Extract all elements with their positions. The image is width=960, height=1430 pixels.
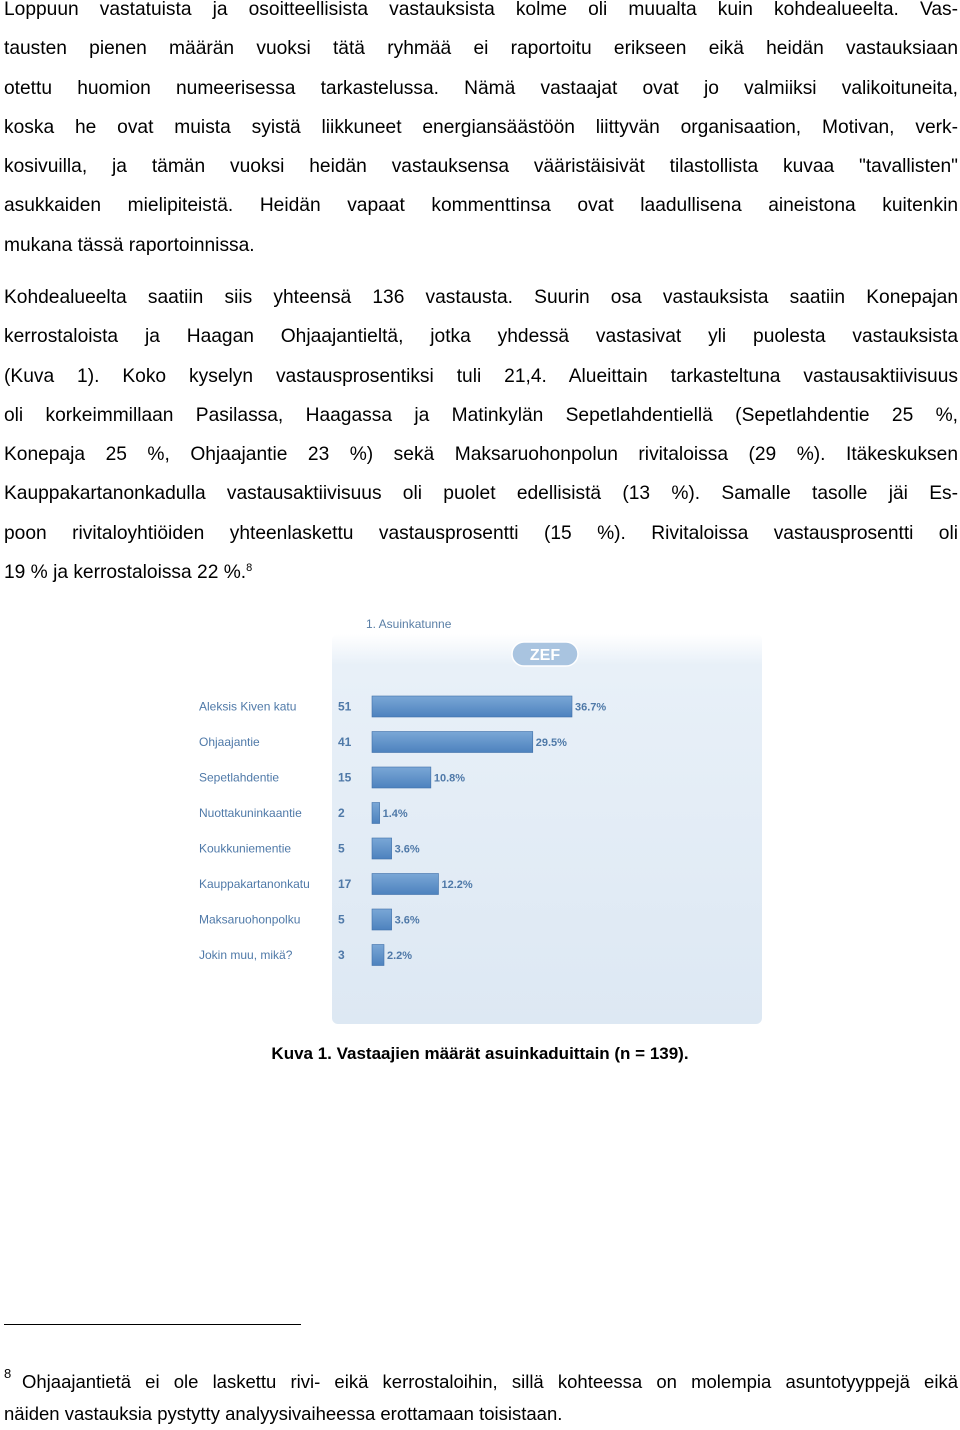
category-label: Kauppakartanonkatu bbox=[199, 877, 310, 891]
footnote-line: Ohjaajantietä ei ole laskettu rivi- eikä kerrostaloihin, sillä kohteessa on molempia asuntotyyppejä eikä bbox=[22, 1371, 958, 1392]
percent-label: 3.6% bbox=[394, 914, 420, 927]
category-label: Koukkuniementie bbox=[199, 841, 292, 856]
last-line-text: 19 % ja kerrostaloissa 22 %. bbox=[4, 562, 247, 584]
chart-panel bbox=[332, 634, 762, 1024]
percent-label: 1.4% bbox=[382, 808, 408, 820]
percent-label: 2.2% bbox=[386, 950, 413, 962]
count-label: 17 bbox=[338, 877, 352, 891]
count-label: 51 bbox=[338, 699, 352, 714]
text-line bbox=[4, 553, 958, 592]
figure-chart bbox=[199, 608, 762, 1024]
count-label: 15 bbox=[338, 770, 352, 785]
bar bbox=[372, 838, 392, 859]
footnote bbox=[4, 1366, 958, 1430]
text-line: Kauppakartanonkadulla vastausaktiivisuus oli puolet edellisistä (13 %). Samalle tasolle jäi Es- bbox=[4, 483, 958, 505]
bar bbox=[372, 909, 392, 930]
figure-caption: Kuva 1. Vastaajien määrät asuinkaduittain (n = 139). bbox=[271, 1044, 689, 1063]
text-line: (Kuva 1). Koko kyselyn vastausprosentiksi tuli 21,4. Alueittain tarkasteltuna vastausaktiivisuus bbox=[4, 365, 958, 387]
text-line: asukkaiden mielipiteistä. Heidän vapaat kommenttinsa ovat laadullisena aineistona kuitenkin bbox=[4, 195, 958, 217]
count-label: 41 bbox=[338, 735, 352, 749]
text-line: koska he ovat muista syistä liikkuneet energiansäästöön liittyvän organisaation, Motivan, verk- bbox=[4, 116, 958, 138]
bar bbox=[372, 945, 384, 966]
text-line: Kohdealueelta saatiin siis yhteensä 136 vastausta. Suurin osa vastauksista saatiin Konepajan bbox=[4, 287, 958, 308]
category-label: Jokin muu, mikä? bbox=[199, 948, 293, 962]
text-line: kosivuilla, ja tämän vuoksi heidän vastauksensa vääristäisivät tilastollista kuvaa "tavallisten" bbox=[4, 156, 958, 178]
category-label: Maksaruohonpolku bbox=[199, 912, 301, 927]
bar bbox=[372, 732, 533, 753]
bar bbox=[372, 767, 431, 788]
category-label: Ohjaajantie bbox=[199, 735, 260, 749]
bar bbox=[372, 803, 380, 824]
count-label: 5 bbox=[338, 912, 345, 927]
count-label: 3 bbox=[338, 948, 345, 962]
percent-label: 12.2% bbox=[441, 879, 473, 891]
text-line: Konepaja 25 %, Ohjaajantie 23 %) sekä Maksaruohonpolun rivitaloissa (29 %). Itäkeskuksen bbox=[4, 444, 958, 466]
percent-label: 3.6% bbox=[394, 843, 420, 856]
bar-chart bbox=[199, 608, 762, 1024]
category-label: Aleksis Kiven katu bbox=[199, 699, 297, 714]
zef-logo bbox=[512, 642, 578, 666]
footnote-line: näiden vastauksia pystytty analyysivaiheessa erottamaan toisistaan. bbox=[4, 1403, 563, 1424]
body-paragraph-1 bbox=[4, 0, 958, 265]
body-paragraph-2 bbox=[4, 278, 958, 592]
bar bbox=[372, 874, 438, 895]
footnote-mark: 8 bbox=[4, 1366, 12, 1381]
percent-label: 36.7% bbox=[575, 701, 607, 714]
text-line: kerrostaloista ja Haagan Ohjaajantieltä, jotka yhdessä vastasivat yli puolesta vastauksista bbox=[4, 326, 958, 348]
category-label: Nuottakuninkaantie bbox=[199, 806, 302, 820]
text-line: poon rivitaloyhtiöiden yhteenlaskettu vastausprosentti (15 %). Rivitaloissa vastausprosentti oli bbox=[4, 522, 958, 544]
category-label: Sepetlahdentie bbox=[199, 770, 280, 785]
count-label: 5 bbox=[338, 841, 345, 856]
percent-label: 10.8% bbox=[433, 772, 466, 785]
text-line: oli korkeimmillaan Pasilassa, Haagassa ja Matinkylän Sepetlahdentiellä (Sepetlahdentie 25 %, bbox=[4, 404, 958, 426]
bar bbox=[372, 696, 572, 717]
footnote-divider bbox=[4, 1324, 301, 1325]
text-line: otettu huomion numeerisessa tarkastelussa. Nämä vastaajat ovat jo valmiiksi valikoituneita, bbox=[4, 77, 958, 99]
percent-label: 29.5% bbox=[535, 737, 567, 749]
footnote-reference[interactable]: 8 bbox=[246, 562, 253, 575]
chart-title: 1. Asuinkatunne bbox=[366, 617, 452, 631]
text-line: mukana tässä raportoinnissa. bbox=[4, 234, 255, 256]
zef-logo-text: ZEF bbox=[529, 647, 561, 664]
text-line: Loppuun vastatuista ja osoitteellisista vastauksista kolme oli muualta kuin kohdealueelta. Vas- bbox=[4, 0, 958, 20]
count-label: 2 bbox=[338, 806, 345, 820]
text-line: tausten pienen määrän vuoksi tätä ryhmää ei raportoitu erikseen eikä heidän vastauksiaan bbox=[4, 38, 958, 60]
